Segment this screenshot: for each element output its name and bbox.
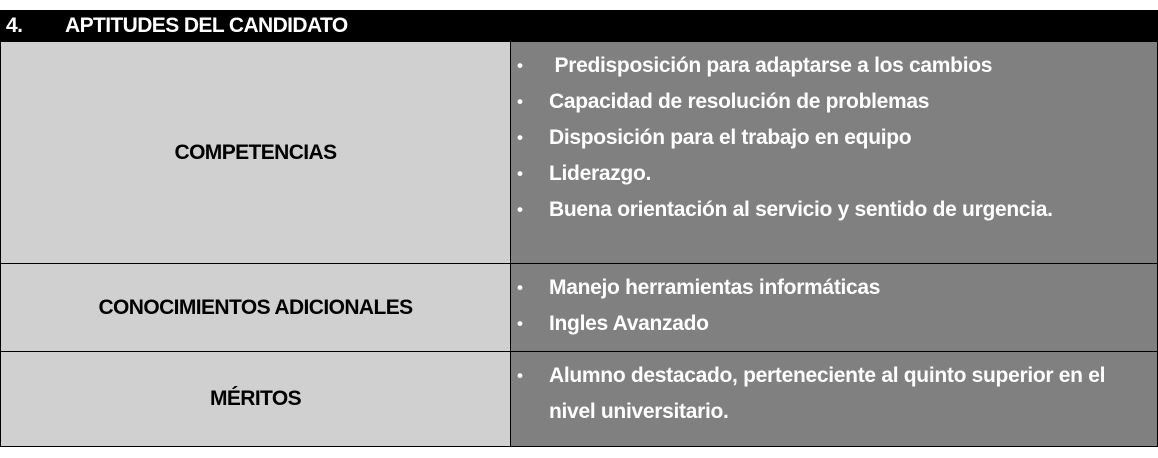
list-item-text: Ingles Avanzado	[549, 312, 709, 335]
row-content	[511, 264, 1157, 351]
row-label: CONOCIMIENTOS ADICIONALES	[1, 264, 511, 351]
bullet-icon: •	[517, 164, 523, 183]
list-item	[511, 120, 1157, 156]
list-item	[511, 270, 1157, 306]
row-label: COMPETENCIAS	[1, 42, 511, 263]
list-item	[511, 84, 1157, 120]
section-header	[0, 10, 1158, 42]
section-title: APTITUDES DEL CANDIDATO	[65, 14, 348, 37]
bullet-icon: •	[517, 92, 523, 111]
list-item	[511, 156, 1157, 192]
bullet-icon: •	[517, 200, 523, 219]
list-item	[511, 192, 1157, 228]
bullet-icon: •	[517, 128, 523, 147]
list-item	[511, 306, 1157, 342]
section-number: 4.	[6, 14, 23, 37]
row-content	[511, 352, 1157, 446]
bullet-icon: •	[517, 366, 523, 385]
table-row-competencias	[0, 42, 1158, 264]
list-item-text: Liderazgo.	[549, 162, 652, 185]
list-item-text: Predisposición para adaptarse a los cambios	[549, 54, 993, 77]
bullet-icon: •	[517, 314, 523, 333]
row-label: MÉRITOS	[1, 352, 511, 446]
list-item-text: Manejo herramientas informáticas	[549, 276, 881, 299]
list-item-text: Alumno destacado, perteneciente al quinto superior en el nivel universitario.	[549, 364, 1106, 423]
bullet-icon: •	[517, 56, 523, 75]
table-row-conocimientos	[0, 264, 1158, 352]
list-item	[511, 48, 1157, 84]
aptitudes-table	[0, 10, 1158, 447]
table-row-meritos	[0, 352, 1158, 447]
bullet-icon: •	[517, 278, 523, 297]
list-item	[511, 358, 1157, 430]
list-item-text: Capacidad de resolución de problemas	[549, 90, 930, 113]
row-content	[511, 42, 1157, 263]
list-item-text: Buena orientación al servicio y sentido de urgencia.	[549, 198, 1053, 221]
list-item-text: Disposición para el trabajo en equipo	[549, 126, 912, 149]
